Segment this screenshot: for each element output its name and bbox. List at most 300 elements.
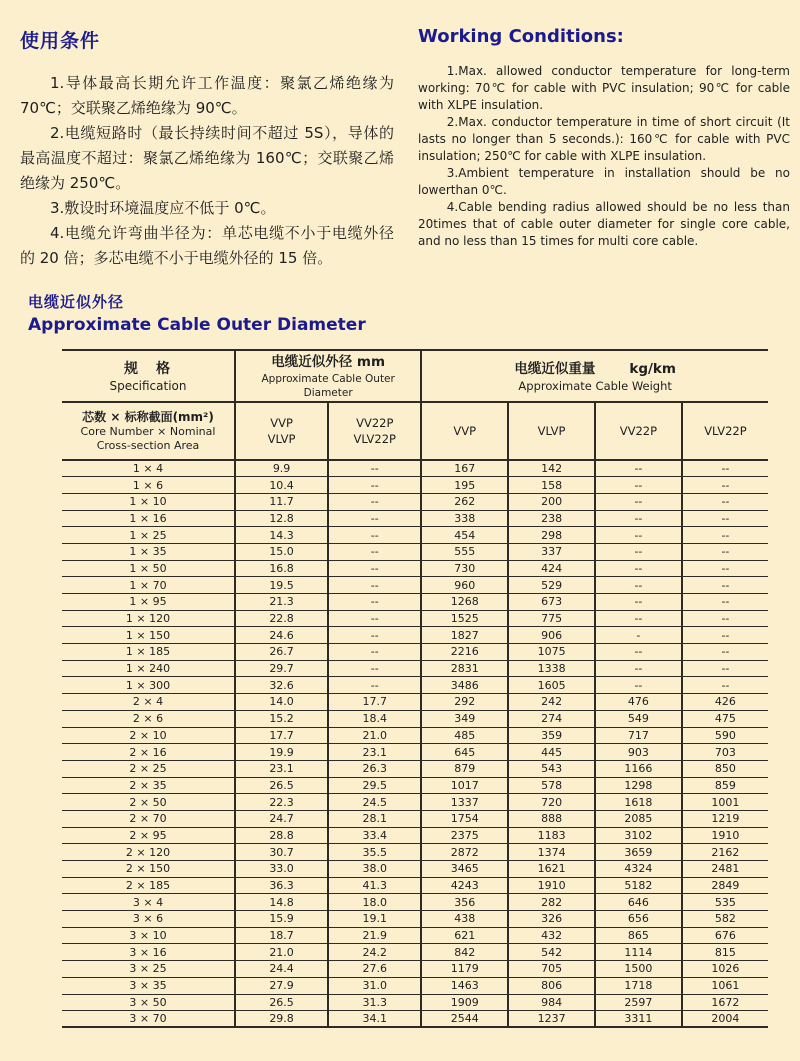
- spec-cell: 2 × 150: [62, 861, 235, 878]
- table-row: [62, 944, 768, 961]
- table-row: [62, 477, 768, 494]
- value-cell: 555: [421, 543, 508, 560]
- spec-cell: 3 × 70: [62, 1011, 235, 1028]
- value-cell: 41.3: [328, 877, 421, 894]
- value-cell: 17.7: [328, 694, 421, 711]
- value-cell: 14.8: [235, 894, 328, 911]
- value-cell: 24.4: [235, 961, 328, 978]
- spec-cell: 1 × 70: [62, 577, 235, 594]
- table-row: [62, 660, 768, 677]
- value-cell: 15.2: [235, 710, 328, 727]
- type-label: VVP: [270, 416, 293, 430]
- value-cell: --: [328, 627, 421, 644]
- value-cell: 1754: [421, 810, 508, 827]
- value-cell: 24.5: [328, 794, 421, 811]
- spec-cell: 1 × 35: [62, 543, 235, 560]
- value-cell: 28.8: [235, 827, 328, 844]
- table-row: [62, 911, 768, 928]
- table-row: [62, 994, 768, 1011]
- value-cell: 984: [508, 994, 595, 1011]
- od-col-vvp-vlvp-header: [235, 402, 328, 460]
- value-cell: 424: [508, 560, 595, 577]
- spec-cell: 3 × 35: [62, 977, 235, 994]
- value-cell: --: [595, 560, 682, 577]
- value-cell: 18.7: [235, 927, 328, 944]
- value-cell: 485: [421, 727, 508, 744]
- table-row: [62, 460, 768, 477]
- od-col-vv22p-vlv22p-header: [328, 402, 421, 460]
- value-cell: --: [328, 594, 421, 611]
- value-cell: 1827: [421, 627, 508, 644]
- value-cell: --: [328, 460, 421, 477]
- value-cell: 645: [421, 744, 508, 761]
- section-title-zh: 电缆近似外径: [28, 293, 125, 311]
- value-cell: 200: [508, 493, 595, 510]
- value-cell: --: [595, 660, 682, 677]
- value-cell: 15.0: [235, 543, 328, 560]
- table-row: [62, 744, 768, 761]
- value-cell: 859: [682, 777, 768, 794]
- value-cell: 865: [595, 927, 682, 944]
- value-cell: 705: [508, 961, 595, 978]
- value-cell: 676: [682, 927, 768, 944]
- spec-cell: 3 × 6: [62, 911, 235, 928]
- value-cell: 543: [508, 760, 595, 777]
- value-cell: 19.5: [235, 577, 328, 594]
- spec-cell: 2 × 10: [62, 727, 235, 744]
- value-cell: --: [682, 543, 768, 560]
- value-cell: --: [595, 594, 682, 611]
- value-cell: 1605: [508, 677, 595, 694]
- value-cell: 1718: [595, 977, 682, 994]
- value-cell: 1910: [682, 827, 768, 844]
- working-condition-item: 1.Max. allowed conductor temperature for long-term working: 70℃ for cable with PVC insulation; 90℃ for cable with XLPE insulation.: [418, 64, 790, 112]
- table-row: [62, 977, 768, 994]
- spec-group-header: [62, 350, 235, 402]
- value-cell: 1338: [508, 660, 595, 677]
- spec-cell: 2 × 185: [62, 877, 235, 894]
- value-cell: 274: [508, 710, 595, 727]
- value-cell: --: [328, 493, 421, 510]
- spec-cell: 1 × 240: [62, 660, 235, 677]
- value-cell: 730: [421, 560, 508, 577]
- value-cell: 238: [508, 510, 595, 527]
- value-cell: --: [682, 560, 768, 577]
- value-cell: 960: [421, 577, 508, 594]
- table-row: [62, 810, 768, 827]
- value-cell: 1463: [421, 977, 508, 994]
- value-cell: 621: [421, 927, 508, 944]
- value-cell: --: [328, 477, 421, 494]
- table-row: [62, 877, 768, 894]
- usage-condition-item: 4.电缆允许弯曲半径为：单芯电缆不小于电缆外径的 20 倍；多芯电缆不小于电缆外径的 15 倍。: [20, 224, 394, 267]
- spec-cell: 3 × 16: [62, 944, 235, 961]
- spec-cell: 3 × 10: [62, 927, 235, 944]
- value-cell: --: [328, 527, 421, 544]
- value-cell: 1672: [682, 994, 768, 1011]
- value-cell: 349: [421, 710, 508, 727]
- value-cell: 1114: [595, 944, 682, 961]
- table-row: [62, 694, 768, 711]
- value-cell: --: [328, 560, 421, 577]
- value-cell: 3465: [421, 861, 508, 878]
- value-cell: 3486: [421, 677, 508, 694]
- value-cell: 19.1: [328, 911, 421, 928]
- value-cell: 432: [508, 927, 595, 944]
- type-label: VLV22P: [353, 432, 396, 446]
- value-cell: --: [328, 543, 421, 560]
- value-cell: 29.7: [235, 660, 328, 677]
- value-cell: 1017: [421, 777, 508, 794]
- value-cell: --: [682, 660, 768, 677]
- value-cell: --: [682, 677, 768, 694]
- value-cell: 1026: [682, 961, 768, 978]
- value-cell: --: [328, 577, 421, 594]
- value-cell: 14.0: [235, 694, 328, 711]
- value-cell: 36.3: [235, 877, 328, 894]
- value-cell: 298: [508, 527, 595, 544]
- table-row: [62, 610, 768, 627]
- value-cell: 879: [421, 760, 508, 777]
- header-row-groups: [62, 350, 768, 402]
- spec-cell: 2 × 95: [62, 827, 235, 844]
- value-cell: 10.4: [235, 477, 328, 494]
- spec-header-en: Specification: [109, 379, 187, 393]
- value-cell: 438: [421, 911, 508, 928]
- usage-conditions-zh: [20, 26, 394, 271]
- section-title-en: Approximate Cable Outer Diameter: [28, 315, 366, 335]
- value-cell: 11.7: [235, 493, 328, 510]
- value-cell: 142: [508, 460, 595, 477]
- value-cell: 32.6: [235, 677, 328, 694]
- value-cell: 27.9: [235, 977, 328, 994]
- spec-cell: 2 × 120: [62, 844, 235, 861]
- value-cell: 549: [595, 710, 682, 727]
- value-cell: 888: [508, 810, 595, 827]
- value-cell: 29.5: [328, 777, 421, 794]
- table-row: [62, 577, 768, 594]
- spec-cell: 1 × 25: [62, 527, 235, 544]
- value-cell: --: [682, 460, 768, 477]
- value-cell: 1268: [421, 594, 508, 611]
- value-cell: 33.0: [235, 861, 328, 878]
- table-row: [62, 510, 768, 527]
- value-cell: 1910: [508, 877, 595, 894]
- value-cell: 906: [508, 627, 595, 644]
- value-cell: 590: [682, 727, 768, 744]
- value-cell: --: [682, 627, 768, 644]
- value-cell: 1337: [421, 794, 508, 811]
- value-cell: 815: [682, 944, 768, 961]
- type-label: VV22P: [356, 416, 394, 430]
- spec-cell: 1 × 16: [62, 510, 235, 527]
- value-cell: --: [595, 577, 682, 594]
- table-row: [62, 527, 768, 544]
- spec-cell: 2 × 25: [62, 760, 235, 777]
- value-cell: 12.8: [235, 510, 328, 527]
- value-cell: 903: [595, 744, 682, 761]
- value-cell: 4243: [421, 877, 508, 894]
- value-cell: 717: [595, 727, 682, 744]
- core-header-en-line2: Cross-section Area: [96, 439, 200, 452]
- value-cell: 17.7: [235, 727, 328, 744]
- working-conditions-en: [418, 26, 790, 271]
- table-row: [62, 894, 768, 911]
- spec-cell: 3 × 50: [62, 994, 235, 1011]
- spec-cell: 2 × 50: [62, 794, 235, 811]
- value-cell: 2085: [595, 810, 682, 827]
- value-cell: --: [682, 510, 768, 527]
- spec-cell: 1 × 185: [62, 644, 235, 661]
- table-row: [62, 710, 768, 727]
- value-cell: 475: [682, 710, 768, 727]
- value-cell: --: [595, 493, 682, 510]
- value-cell: 26.5: [235, 777, 328, 794]
- value-cell: --: [682, 594, 768, 611]
- value-cell: 1909: [421, 994, 508, 1011]
- value-cell: 1166: [595, 760, 682, 777]
- value-cell: --: [595, 460, 682, 477]
- spec-cell: 2 × 16: [62, 744, 235, 761]
- outer-diameter-header-en: Approximate Cable Outer Diameter: [261, 373, 395, 399]
- working-condition-item: 3.Ambient temperature in installation should be no lowerthan 0℃.: [418, 166, 790, 197]
- value-cell: 775: [508, 610, 595, 627]
- working-condition-item: 4.Cable bending radius allowed should be no less than 20times that of cable outer diameter for single core cable, and no less than 15 times for multi core cable.: [418, 200, 790, 248]
- weight-unit: kg/km: [629, 361, 676, 377]
- value-cell: 31.3: [328, 994, 421, 1011]
- value-cell: 2597: [595, 994, 682, 1011]
- spec-cell: 1 × 50: [62, 560, 235, 577]
- table-body: [62, 460, 768, 1027]
- value-cell: --: [595, 644, 682, 661]
- value-cell: 38.0: [328, 861, 421, 878]
- table-row: [62, 644, 768, 661]
- value-cell: 27.6: [328, 961, 421, 978]
- weight-col-vvp-header: VVP: [421, 402, 508, 460]
- core-header-zh: 芯数 × 标称截面(mm²): [82, 410, 214, 424]
- value-cell: -: [595, 627, 682, 644]
- table-row: [62, 844, 768, 861]
- value-cell: 31.0: [328, 977, 421, 994]
- value-cell: 1525: [421, 610, 508, 627]
- header-row-columns: [62, 402, 768, 460]
- table-row: [62, 543, 768, 560]
- value-cell: 5182: [595, 877, 682, 894]
- value-cell: 2375: [421, 827, 508, 844]
- value-cell: --: [595, 477, 682, 494]
- table-row: [62, 961, 768, 978]
- spec-cell: 1 × 6: [62, 477, 235, 494]
- value-cell: 33.4: [328, 827, 421, 844]
- table-row: [62, 627, 768, 644]
- value-cell: 262: [421, 493, 508, 510]
- value-cell: 30.7: [235, 844, 328, 861]
- value-cell: 26.3: [328, 760, 421, 777]
- value-cell: 18.0: [328, 894, 421, 911]
- value-cell: 22.3: [235, 794, 328, 811]
- value-cell: 1179: [421, 961, 508, 978]
- value-cell: --: [682, 493, 768, 510]
- spec-cell: 2 × 35: [62, 777, 235, 794]
- core-section-header: [62, 402, 235, 460]
- table-row: [62, 493, 768, 510]
- value-cell: 542: [508, 944, 595, 961]
- value-cell: 426: [682, 694, 768, 711]
- working-conditions-title: Working Conditions:: [418, 26, 624, 47]
- weight-col-vlv22p-header: VLV22P: [682, 402, 768, 460]
- outer-diameter-header-zh: 电缆近似外径 mm: [271, 354, 386, 370]
- value-cell: 292: [421, 694, 508, 711]
- value-cell: 2481: [682, 861, 768, 878]
- value-cell: 15.9: [235, 911, 328, 928]
- value-cell: --: [328, 610, 421, 627]
- value-cell: 21.3: [235, 594, 328, 611]
- table-row: [62, 594, 768, 611]
- value-cell: 24.7: [235, 810, 328, 827]
- value-cell: 26.7: [235, 644, 328, 661]
- value-cell: 454: [421, 527, 508, 544]
- table-row: [62, 560, 768, 577]
- value-cell: --: [595, 677, 682, 694]
- value-cell: 1621: [508, 861, 595, 878]
- spec-cell: 1 × 4: [62, 460, 235, 477]
- usage-condition-item: 2.电缆短路时（最长持续时间不超过 5S），导体的最高温度不超过：聚氯乙烯绝缘为 160℃；交联聚乙烯绝缘为 250℃。: [20, 124, 394, 192]
- value-cell: 1075: [508, 644, 595, 661]
- value-cell: 3659: [595, 844, 682, 861]
- table-row: [62, 827, 768, 844]
- table-row: [62, 760, 768, 777]
- value-cell: 529: [508, 577, 595, 594]
- spec-cell: 1 × 300: [62, 677, 235, 694]
- spec-cell: 1 × 10: [62, 493, 235, 510]
- weight-col-vv22p-header: VV22P: [595, 402, 682, 460]
- value-cell: --: [682, 610, 768, 627]
- value-cell: --: [682, 477, 768, 494]
- value-cell: 35.5: [328, 844, 421, 861]
- value-cell: 21.0: [235, 944, 328, 961]
- value-cell: 167: [421, 460, 508, 477]
- table-row: [62, 794, 768, 811]
- value-cell: 356: [421, 894, 508, 911]
- value-cell: --: [328, 644, 421, 661]
- value-cell: --: [682, 577, 768, 594]
- value-cell: --: [328, 677, 421, 694]
- value-cell: --: [595, 510, 682, 527]
- value-cell: 535: [682, 894, 768, 911]
- value-cell: 1298: [595, 777, 682, 794]
- value-cell: 23.1: [328, 744, 421, 761]
- value-cell: 1219: [682, 810, 768, 827]
- value-cell: 34.1: [328, 1011, 421, 1028]
- value-cell: 1001: [682, 794, 768, 811]
- value-cell: 582: [682, 911, 768, 928]
- usage-conditions-title: 使用条件: [20, 30, 101, 52]
- value-cell: 21.9: [328, 927, 421, 944]
- value-cell: 2544: [421, 1011, 508, 1028]
- value-cell: 476: [595, 694, 682, 711]
- table-row: [62, 777, 768, 794]
- value-cell: 1374: [508, 844, 595, 861]
- value-cell: 2849: [682, 877, 768, 894]
- value-cell: --: [328, 510, 421, 527]
- value-cell: 158: [508, 477, 595, 494]
- value-cell: 656: [595, 911, 682, 928]
- value-cell: 578: [508, 777, 595, 794]
- value-cell: --: [595, 610, 682, 627]
- value-cell: 3311: [595, 1011, 682, 1028]
- value-cell: 673: [508, 594, 595, 611]
- value-cell: 720: [508, 794, 595, 811]
- value-cell: --: [328, 660, 421, 677]
- value-cell: 282: [508, 894, 595, 911]
- value-cell: 337: [508, 543, 595, 560]
- value-cell: 2831: [421, 660, 508, 677]
- value-cell: 18.4: [328, 710, 421, 727]
- spec-cell: 1 × 95: [62, 594, 235, 611]
- spec-cell: 3 × 25: [62, 961, 235, 978]
- value-cell: 3102: [595, 827, 682, 844]
- core-header-en-line1: Core Number × Nominal: [80, 425, 216, 438]
- spec-header-zh: 规 格: [123, 361, 172, 377]
- value-cell: 2216: [421, 644, 508, 661]
- value-cell: 1183: [508, 827, 595, 844]
- spec-cell: 1 × 150: [62, 627, 235, 644]
- value-cell: 24.6: [235, 627, 328, 644]
- weight-header-zh: 电缆近似重量: [514, 361, 596, 377]
- value-cell: 9.9: [235, 460, 328, 477]
- value-cell: --: [682, 527, 768, 544]
- value-cell: --: [595, 527, 682, 544]
- value-cell: 1618: [595, 794, 682, 811]
- value-cell: 22.8: [235, 610, 328, 627]
- value-cell: 24.2: [328, 944, 421, 961]
- value-cell: 842: [421, 944, 508, 961]
- table-row: [62, 861, 768, 878]
- value-cell: 195: [421, 477, 508, 494]
- value-cell: 703: [682, 744, 768, 761]
- conditions-section: [0, 0, 800, 271]
- value-cell: 359: [508, 727, 595, 744]
- table-row: [62, 927, 768, 944]
- value-cell: 16.8: [235, 560, 328, 577]
- usage-condition-item: 1.导体最高长期允许工作温度：聚氯乙烯绝缘为70℃；交联聚乙烯绝缘为 90℃。: [20, 74, 394, 117]
- value-cell: 21.0: [328, 727, 421, 744]
- weight-col-vlvp-header: VLVP: [508, 402, 595, 460]
- usage-condition-item: 3.敷设时环境温度应不低于 0℃。: [50, 199, 276, 217]
- value-cell: 19.9: [235, 744, 328, 761]
- value-cell: --: [595, 543, 682, 560]
- table-row: [62, 727, 768, 744]
- value-cell: 326: [508, 911, 595, 928]
- value-cell: --: [682, 644, 768, 661]
- value-cell: 850: [682, 760, 768, 777]
- value-cell: 26.5: [235, 994, 328, 1011]
- table-row: [62, 1011, 768, 1028]
- value-cell: 445: [508, 744, 595, 761]
- spec-cell: 3 × 4: [62, 894, 235, 911]
- value-cell: 14.3: [235, 527, 328, 544]
- value-cell: 29.8: [235, 1011, 328, 1028]
- outer-diameter-group-header: [235, 350, 421, 402]
- spec-cell: 2 × 70: [62, 810, 235, 827]
- value-cell: 338: [421, 510, 508, 527]
- value-cell: 242: [508, 694, 595, 711]
- value-cell: 2162: [682, 844, 768, 861]
- value-cell: 2004: [682, 1011, 768, 1028]
- value-cell: 806: [508, 977, 595, 994]
- value-cell: 28.1: [328, 810, 421, 827]
- table-header: [62, 350, 768, 460]
